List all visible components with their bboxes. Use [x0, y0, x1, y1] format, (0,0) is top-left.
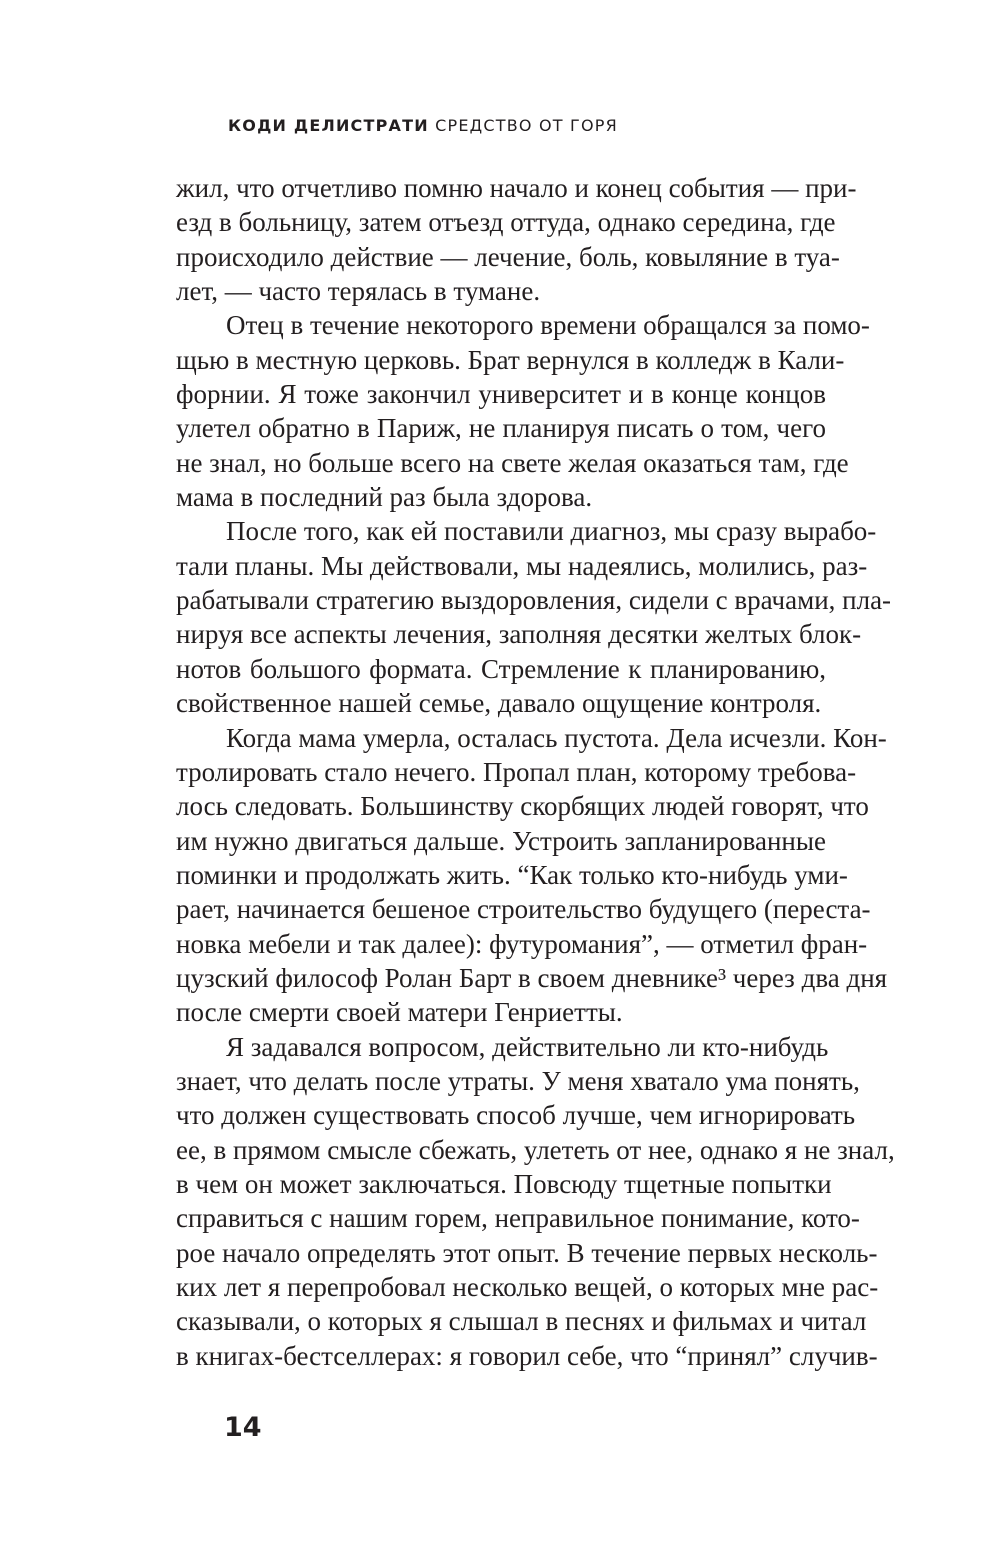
text-line: жил, что отчетливо помню начало и конец события — при- — [176, 173, 857, 203]
text-line: справиться с нашим горем, неправильное понимание, кото- — [176, 1203, 860, 1234]
text-line: тали планы. Мы действовали, мы надеялись, молились, раз- — [176, 550, 868, 581]
text-line: свойственное нашей семье, давало ощущение контроля. — [176, 688, 822, 719]
text-line: новка мебели и так далее): футуромания”, — отметил фран- — [176, 928, 868, 959]
text-line: форнии. Я тоже закончил университет и в конце концов — [176, 379, 826, 410]
text-line: им нужно двигаться дальше. Устроить запланированные — [176, 825, 826, 856]
text-line: в книгах-бестселлерах: я говорил себе, что “принял” случив- — [176, 1340, 878, 1371]
text-line: После того, как ей поставили диагноз, мы сразу вырабо- — [226, 516, 877, 547]
text-line: что должен существовать способ лучше, чем игнорировать — [176, 1100, 856, 1131]
text-line: щью в местную церковь. Брат вернулся в колледж в Кали- — [176, 344, 845, 375]
text-line: рабатывали стратегию выздоровления, сидели с врачами, пла- — [176, 585, 892, 616]
text-line: поминки и продолжать жить. “Как только кто-нибудь уми- — [176, 859, 848, 890]
text-line: нотов большого формата. Стремление к планированию, — [176, 653, 826, 684]
text-line: рает, начинается бешеное строительство будущего (переста- — [176, 894, 871, 925]
running-head-author: КОДИ ДЕЛИСТРАТИ — [228, 116, 429, 135]
text-line: ее, в прямом смысле сбежать, улететь от нее, однако я не знал, — [176, 1134, 895, 1165]
running-head-title: СРЕДСТВО ОТ ГОРЯ — [435, 116, 618, 135]
text-line: происходило действие — лечение, боль, ковыляние в туа- — [176, 241, 840, 272]
text-line: не знал, но больше всего на свете желая оказаться там, где — [176, 447, 849, 478]
text-line: Когда мама умерла, осталась пустота. Дела исчезли. Кон- — [226, 722, 887, 753]
text-line: знает, что делать после утраты. У меня хватало ума понять, — [176, 1065, 860, 1096]
text-line: цузский философ Ролан Барт в своем дневнике³ через два дня — [176, 962, 888, 993]
text-line: нируя все аспекты лечения, заполняя десятки желтых блок- — [176, 619, 862, 650]
text-line: ких лет я перепробовал несколько вещей, о которых мне рас- — [176, 1272, 879, 1302]
text-line: рое начало определять этот опыт. В течение первых несколь- — [176, 1237, 878, 1268]
body-text — [176, 171, 895, 1373]
text-line: тролировать стало нечего. Пропал план, которому требова- — [176, 756, 857, 787]
text-line: в чем он может заключаться. Повсюду тщетные попытки — [176, 1168, 832, 1199]
text-line: Я задавался вопросом, действительно ли кто-нибудь — [226, 1031, 829, 1062]
text-line: улетел обратно в Париж, не планируя писать о том, чего — [176, 413, 826, 444]
text-line: сказывали, о которых я слышал в песнях и фильмах и читал — [176, 1306, 867, 1337]
page-number: 14 — [224, 1412, 262, 1443]
text-line: лось следовать. Большинству скорбящих людей говорят, что — [176, 791, 869, 822]
text-line: лет, — часто терялась в тумане. — [176, 276, 541, 307]
text-line: Отец в течение некоторого времени обращался за помо- — [226, 310, 870, 341]
text-line: мама в последний раз была здорова. — [176, 482, 593, 513]
text-line: езд в больницу, затем отъезд оттуда, однако середина, где — [176, 207, 836, 238]
running-head — [228, 116, 618, 135]
text-line: после смерти своей матери Генриетты. — [176, 997, 623, 1028]
